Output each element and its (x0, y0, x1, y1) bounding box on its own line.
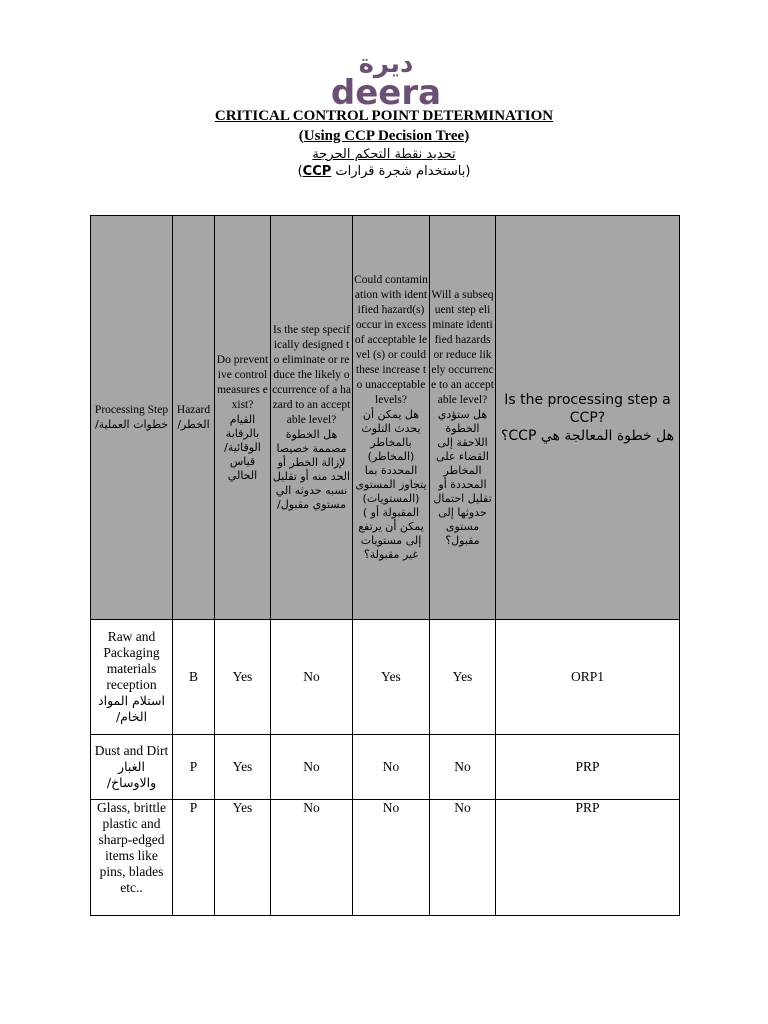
step-label-en: Raw and Packaging materials reception (103, 629, 160, 692)
cell-result: PRP (496, 735, 680, 800)
cell-result: ORP1 (496, 620, 680, 735)
cell-q1: Yes (215, 800, 271, 916)
cell-q4: Yes (430, 620, 496, 735)
header-label-ar: خطوات العملية/ (94, 418, 169, 431)
header-preventive-measures (215, 216, 271, 620)
logo-arabic-text: ديرة (358, 49, 414, 79)
table-header-row (91, 216, 680, 620)
header-hazard (173, 216, 215, 620)
header-label-en: Is the step specifically designed to eliminate or reduce the likely occurrence of a hazard to an acceptable level? (272, 324, 351, 426)
cell-processing-step (91, 800, 173, 916)
header-label-ar: هل خطوة المعالجة هي CCP؟ (500, 427, 675, 444)
header-label-en: Processing Step (94, 404, 169, 416)
step-label-en: Glass, brittle plastic and sharp-edged items like pins, blades etc.. (97, 800, 166, 895)
subtitle-ar-ccp: CCP (302, 164, 332, 179)
header-label-ar: هل يمكن أن يحدث التلوث بالمخاطر (المخاطر) المحددة بما يتجاوز المستوى (المستويات) المقبولة أو ) يمكن أن يرتفع إلى مستويات غير مقبولة؟ (355, 408, 427, 561)
cell-q3: No (353, 735, 430, 800)
table-row (91, 800, 680, 916)
subtitle-close-paren: ) (464, 128, 470, 144)
header-is-ccp (496, 216, 680, 620)
header-label-en: Will a subsequent step eliminate identified hazards or reduce likely occurrence to an acceptable level? (431, 288, 494, 406)
subtitle-open-paren: ( (298, 128, 304, 144)
cell-hazard: B (173, 620, 215, 735)
company-logo (308, 46, 464, 108)
logo-latin-text: deera (330, 73, 442, 108)
ccp-decision-table (90, 215, 680, 916)
header-step-designed (271, 216, 353, 620)
cell-q1: Yes (215, 620, 271, 735)
header-label-ar: هل الخطوة مصممة خصيصا لإزالة الخطر أو الحد منه أو تقليل نسبه حدوثه الي مستوي مقبول/ (272, 428, 351, 511)
cell-q3: Yes (353, 620, 430, 735)
table-row (91, 620, 680, 735)
cell-hazard: P (173, 800, 215, 916)
cell-result: PRP (496, 800, 680, 916)
header-label-en: Do preventive control measures exist? (216, 353, 269, 411)
header-label-ar: القيام بالرقابة الوقائية/ قياس الحالي (224, 412, 261, 482)
subtitle-ar-suffix: ) (297, 164, 303, 179)
document-title-arabic: تحديد نقطة التحكم الحرجة (312, 147, 456, 162)
step-label-en: Dust and Dirt (94, 743, 169, 758)
cell-q2: No (271, 620, 353, 735)
cell-q2: No (271, 800, 353, 916)
cell-q1: Yes (215, 735, 271, 800)
cell-processing-step (91, 735, 173, 800)
header-processing-step (91, 216, 173, 620)
cell-q4: No (430, 735, 496, 800)
subtitle-text: Using CCP Decision Tree (303, 128, 465, 144)
header-label-en: Is the processing step a CCP? (504, 391, 671, 426)
cell-processing-step (91, 620, 173, 735)
cell-q4: No (430, 800, 496, 916)
document-subtitle-arabic (0, 164, 768, 179)
header-subsequent-step (430, 216, 496, 620)
header-label-en: Could contamination with identified hazard(s) occur in excess of acceptable level (s) or could these increase to unacceptable levels? (354, 274, 428, 406)
step-label-ar: استلام المواد الخام/ (98, 693, 165, 724)
cell-q2: No (271, 735, 353, 800)
step-label-ar: الغبار والاوساخ/ (106, 759, 157, 790)
subtitle-ar-prefix: (باستخدام شجرة قرارات (331, 164, 471, 179)
document-subtitle (0, 128, 768, 145)
cell-hazard: P (173, 735, 215, 800)
document-title: CRITICAL CONTROL POINT DETERMINATION (214, 108, 554, 124)
header-label-ar: الخطر/ (177, 418, 210, 431)
header-label-ar: هل ستؤدي الخطوة اللاحقة إلى القضاء على المخاطر المحددة أو تقليل احتمال حدوثها إلى مستوى مقبول؟ (433, 407, 492, 547)
header-contamination (353, 216, 430, 620)
cell-q3: No (353, 800, 430, 916)
table-row (91, 735, 680, 800)
header-label-en: Hazard (176, 404, 211, 416)
